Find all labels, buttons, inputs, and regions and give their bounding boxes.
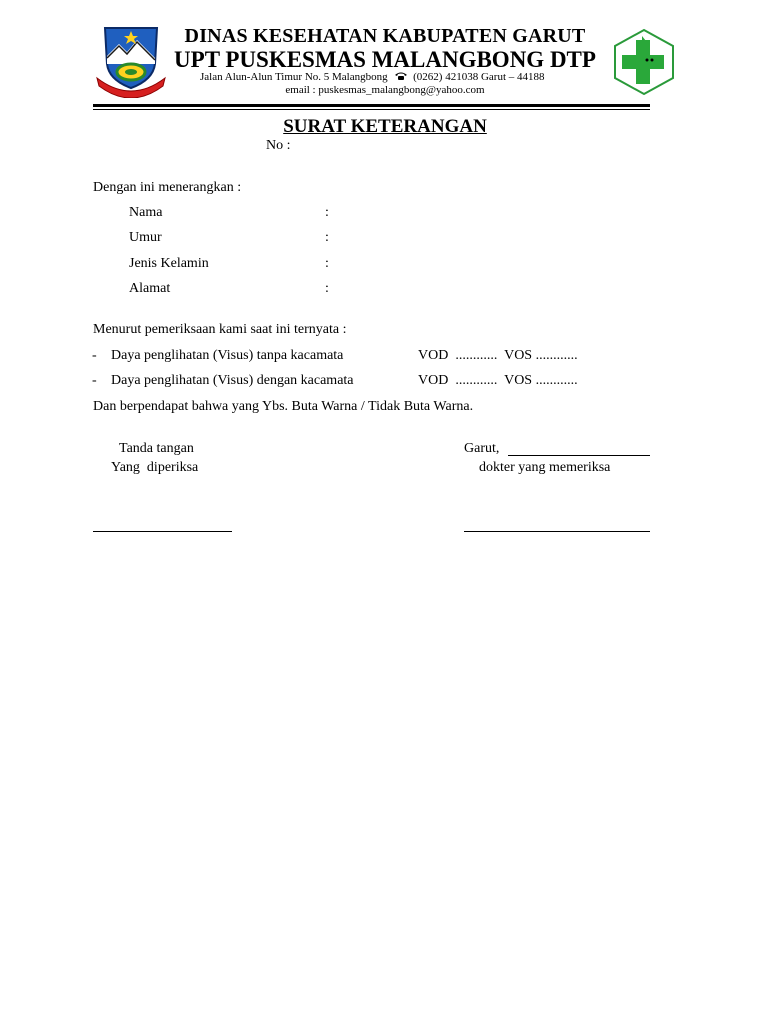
exam-values-without-glasses: VOD ............ VOS ............ bbox=[418, 348, 578, 363]
header-divider-thin bbox=[93, 109, 650, 110]
document-number-label: No : bbox=[266, 138, 291, 153]
puskesmas-green-cross-icon bbox=[612, 28, 676, 96]
address: Jalan Alun-Alun Timur No. 5 Malangbong bbox=[200, 71, 388, 83]
field-colon-jenis-kelamin: : bbox=[325, 256, 329, 271]
left-signature-line1: Tanda tangan bbox=[119, 441, 194, 456]
field-label-umur: Umur bbox=[129, 230, 162, 245]
field-colon-umur: : bbox=[325, 230, 329, 245]
right-signature-line2: dokter yang memeriksa bbox=[479, 460, 611, 475]
right-signature-line bbox=[464, 531, 650, 532]
institution-name: UPT PUSKESMAS MALANGBONG DTP bbox=[174, 47, 596, 72]
intro-text: Dengan ini menerangkan : bbox=[93, 180, 242, 195]
address-line bbox=[200, 71, 545, 83]
field-label-jenis-kelamin: Jenis Kelamin bbox=[129, 256, 209, 271]
date-blank-line bbox=[508, 455, 650, 456]
telephone-icon bbox=[394, 71, 408, 81]
field-colon-nama: : bbox=[325, 205, 329, 220]
agency-name: DINAS KESEHATAN KABUPATEN GARUT bbox=[184, 25, 586, 47]
field-label-alamat: Alamat bbox=[129, 281, 171, 296]
conclusion-text: Dan berpendapat bahwa yang Ybs. Buta Warna / Tidak Buta Warna. bbox=[93, 399, 474, 414]
exam-label-with-glasses: Daya penglihatan (Visus) dengan kacamata bbox=[111, 373, 354, 388]
left-signature-line bbox=[93, 531, 232, 532]
field-label-nama: Nama bbox=[129, 205, 163, 220]
exam-values-with-glasses: VOD ............ VOS ............ bbox=[418, 373, 578, 388]
garut-regency-emblem-icon bbox=[93, 22, 169, 98]
header-divider-thick bbox=[93, 104, 650, 107]
phone: (0262) 421038 Garut – 44188 bbox=[413, 71, 545, 83]
exam-bullet: - bbox=[92, 348, 97, 363]
exam-bullet: - bbox=[92, 373, 97, 388]
document-title: SURAT KETERANGAN bbox=[283, 116, 487, 137]
exam-label-without-glasses: Daya penglihatan (Visus) tanpa kacamata bbox=[111, 348, 344, 363]
field-colon-alamat: : bbox=[325, 281, 329, 296]
exam-intro: Menurut pemeriksaan kami saat ini ternyata : bbox=[93, 322, 347, 337]
left-signature-line2: Yang diperiksa bbox=[111, 460, 199, 475]
right-signature-place: Garut, bbox=[464, 441, 500, 456]
email: email : puskesmas_malangbong@yahoo.com bbox=[285, 84, 485, 96]
